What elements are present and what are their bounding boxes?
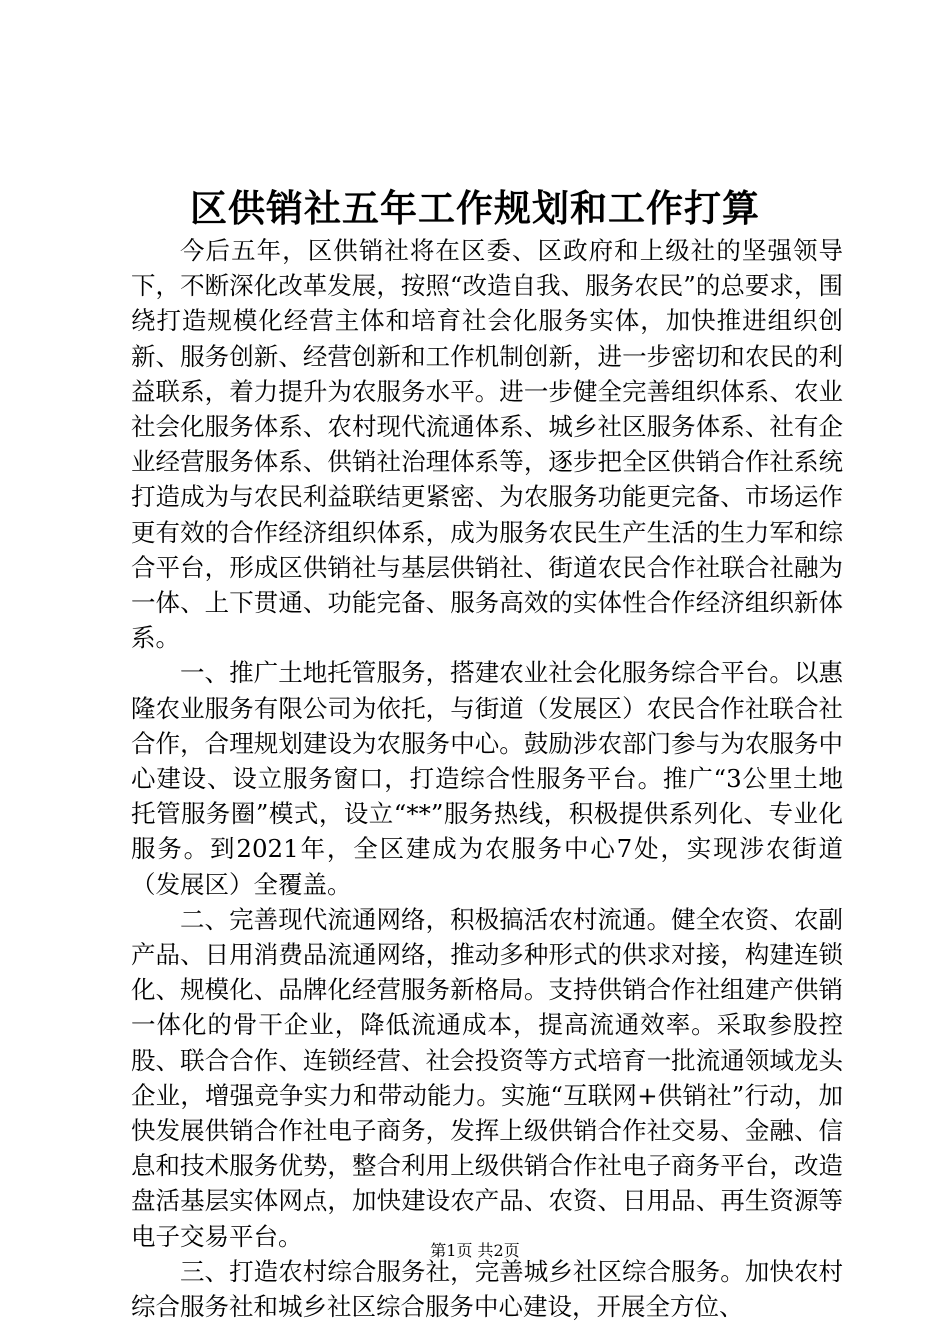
page-footer: 第1页 共2页 [430, 1241, 520, 1260]
paragraph-intro: 今后五年，区供销社将在区委、区政府和上级社的坚强领导下，不断深化改革发展，按照“改造自我、服务农民”的总要求，围绕打造规模化经营主体和培育社会化服务实体，加快推进组织创新、服务创新、经营创新和工作机制创新，进一步密切和农民的利益联系，着力提升为农服务水平。进一步健全完善组织体系、农业社会化服务体系、农村现代流通体系、城乡社区服务体系、社有企业经营服务体系、供销社治理体系等，逐步把全区供销合作社系统打造成为与农民利益联结更紧密、为农服务功能更完备、市场运作更有效的合作经济组织体系，成为服务农民生产生活的生力军和综合平台，形成区供销社与基层供销社、街道农民合作社联合社融为一体、上下贯通、功能完备、服务高效的实体性合作经济组织新体系。 [131, 236, 843, 653]
document-body [131, 233, 843, 1324]
paragraph-section-2: 二、完善现代流通网络，积极搞活农村流通。健全农资、农副产品、日用消费品流通网络，推动多种形式的供求对接，构建连锁化、规模化、品牌化经营服务新格局。支持供销合作社组建产供销一体化的骨干企业，降低流通成本，提高流通效率。采取参股控股、联合合作、连锁经营、社会投资等方式培育一批流通领域龙头企业，增强竞争实力和带动能力。实施“互联网+供销社”行动，加快发展供销合作社电子商务，发挥上级供销合作社交易、金融、信息和技术服务优势，整合利用上级供销合作社电子商务平台，改造盘活基层实体网点，加快建设农产品、农资、日用品、再生资源等电子交易平台。 [131, 904, 843, 1251]
document-title: 区供销社五年工作规划和工作打算 [190, 186, 760, 230]
paragraph-section-3: 三、打造农村综合服务社，完善城乡社区综合服务。加快农村综合服务社和城乡社区综合服务中心建设，开展全方位、 [131, 1256, 843, 1322]
paragraph-section-1: 一、推广土地托管服务，搭建农业社会化服务综合平台。以惠隆农业服务有限公司为依托，与街道（发展区）农民合作社联合社合作，合理规划建设为农服务中心。鼓励涉农部门参与为农服务中心建设、设立服务窗口，打造综合性服务平台。推广“3公里土地托管服务圈”模式，设立“**”服务热线，积极提供系列化、专业化服务。到2021年，全区建成为农服务中心7处，实现涉农街道（发展区）全覆盖。 [131, 658, 843, 899]
